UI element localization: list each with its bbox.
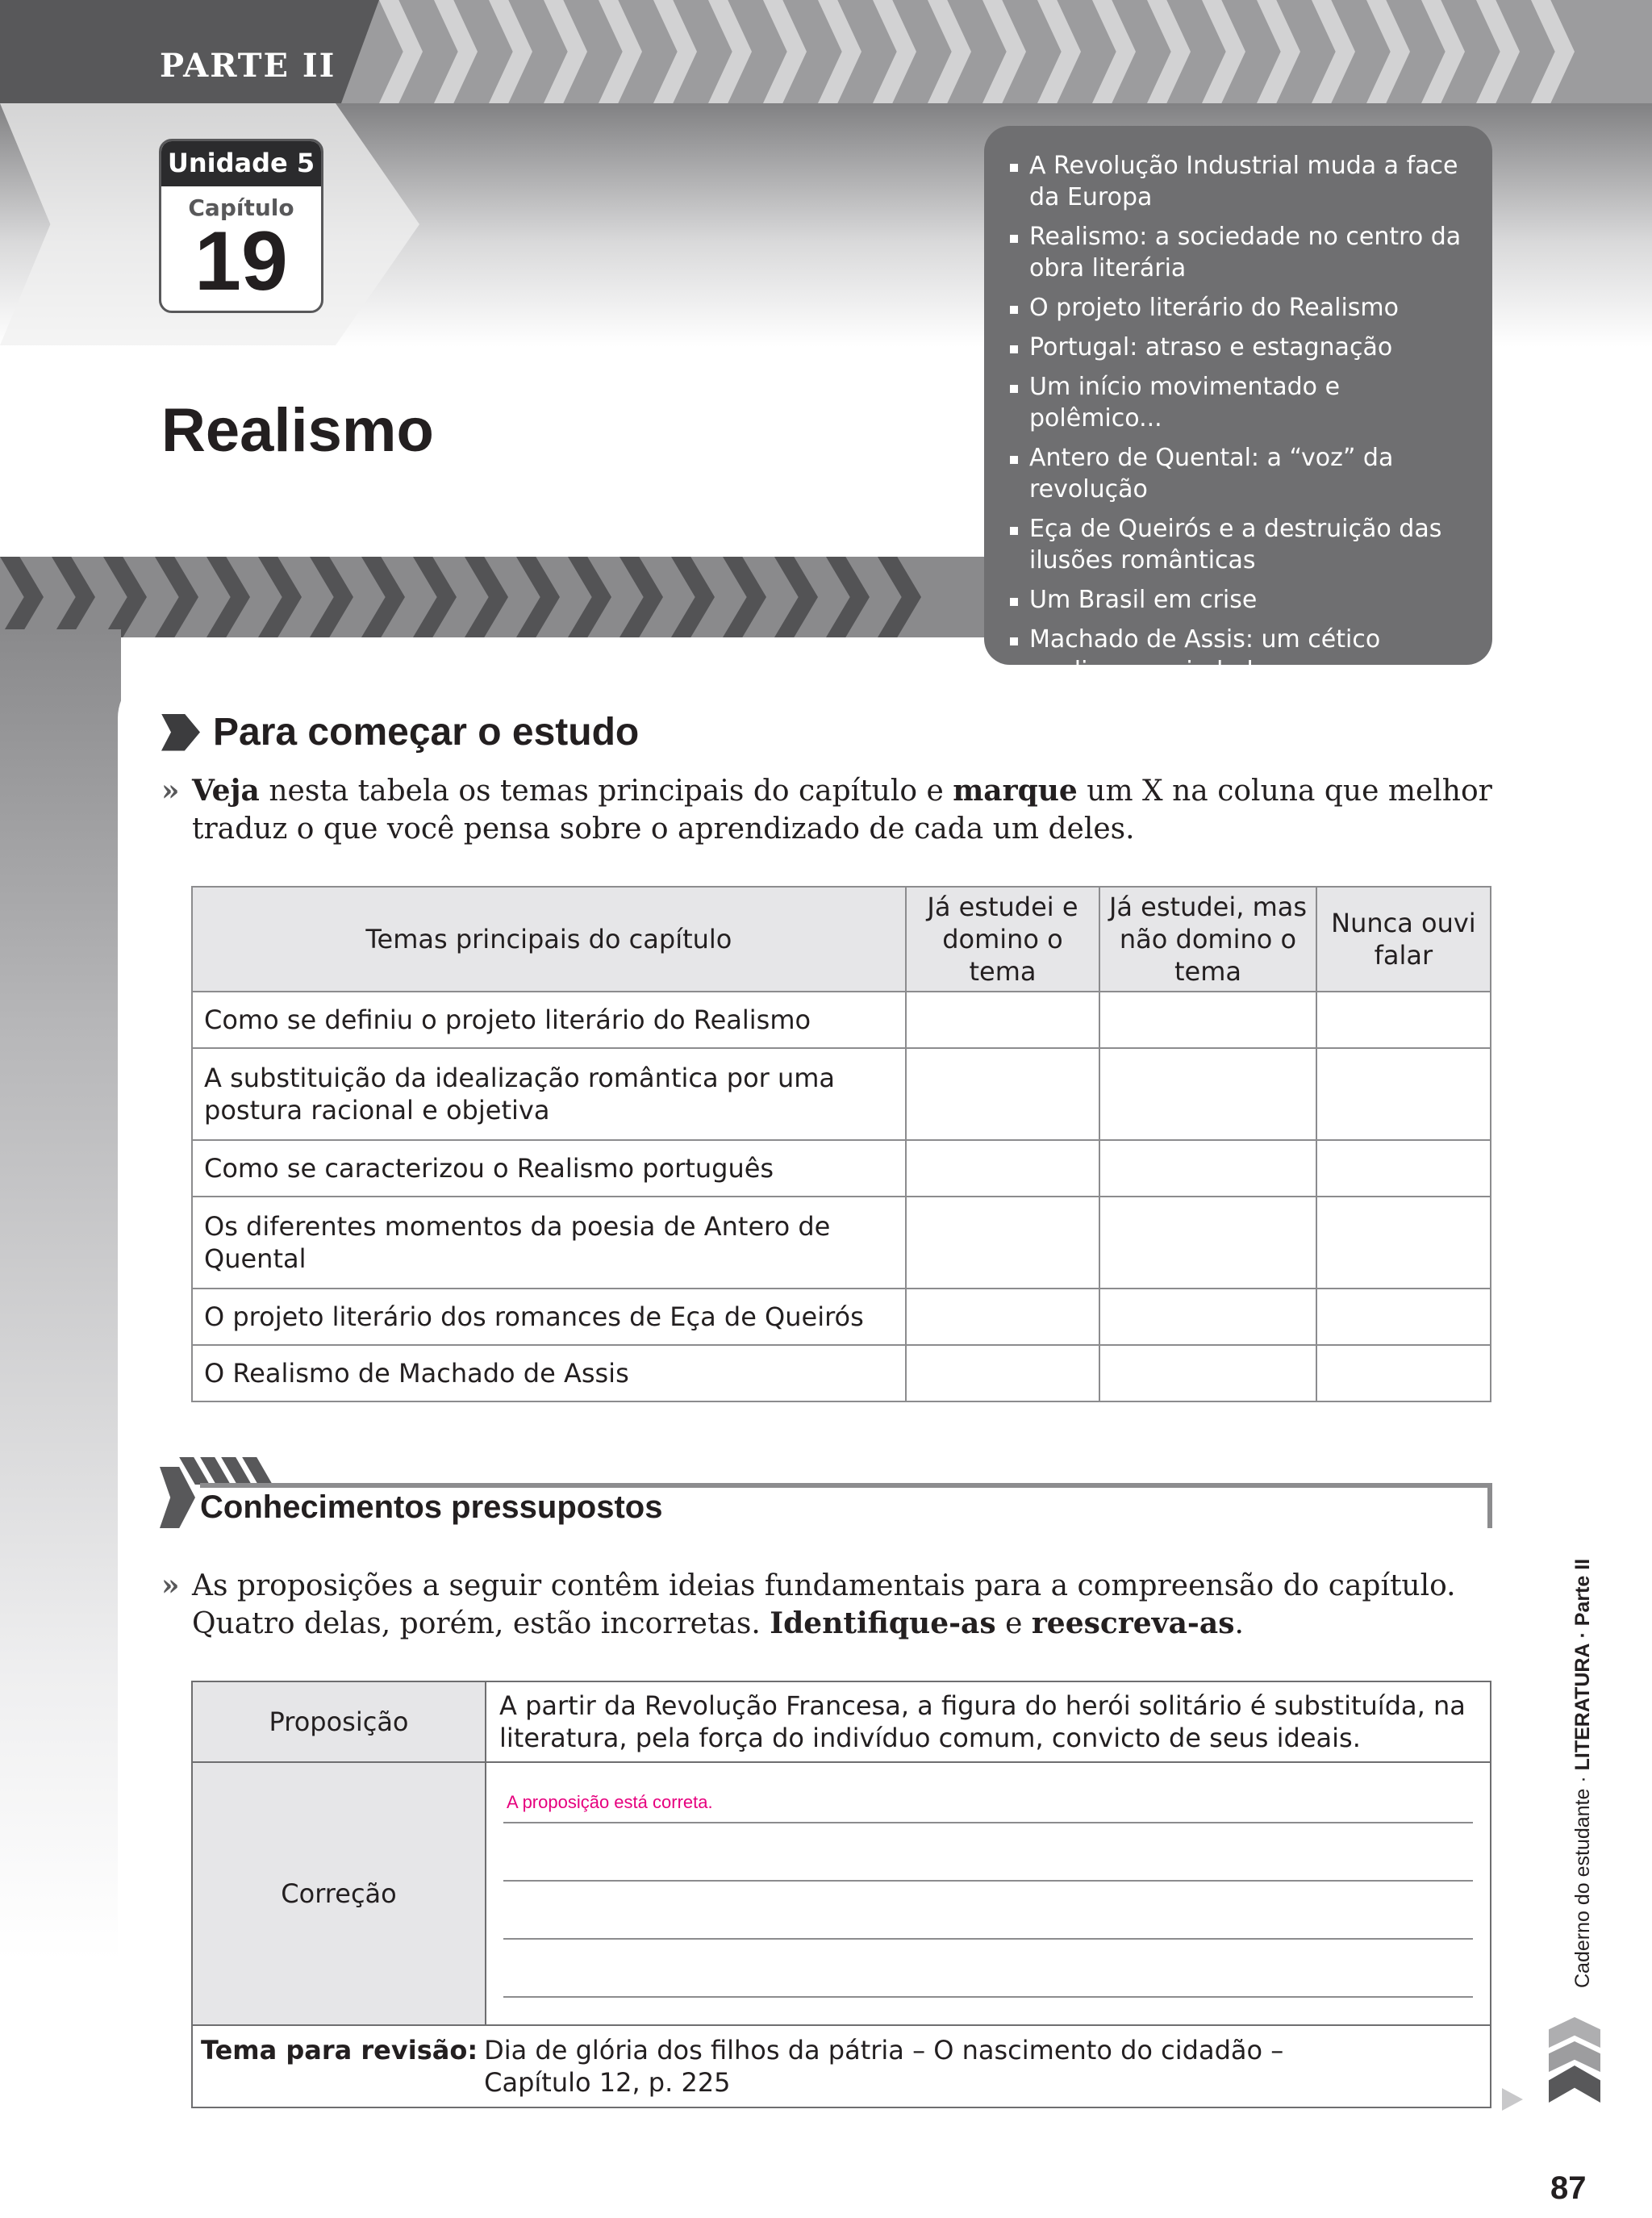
revision-line: Capítulo 12, p. 225 [484,2067,731,2098]
checkbox-cell[interactable] [1316,992,1491,1048]
column-header: Temas principais do capítulo [192,887,906,992]
section-title: Para começar o estudo [213,711,640,754]
checkbox-cell[interactable] [1099,1140,1316,1197]
checkbox-cell[interactable] [906,1140,1099,1197]
double-chevron-icon: » [161,774,180,808]
checkbox-cell[interactable] [906,1048,1099,1140]
checkbox-cell[interactable] [1099,1048,1316,1140]
table-row [192,1289,1491,1345]
table-row [192,1048,1491,1140]
proposition-text: A partir da Revolução Francesa, a figura do herói solitário é substituída, na literatura, pela força do indivíduo comum, convicto de seus ideais. [486,1681,1491,1762]
answer-line[interactable] [503,1882,1473,1940]
column-header: Já estudei e domino o tema [906,887,1099,992]
stripes-decoration [187,1457,265,1485]
unit-label: Unidade 5 [161,141,321,186]
checkbox-cell[interactable] [906,1289,1099,1345]
play-icon [1502,2088,1523,2111]
revision-label: Tema para revisão: [201,2035,478,2066]
checkbox-cell[interactable] [1099,1345,1316,1401]
chapter-title: Realismo [161,396,434,465]
revision-row [192,2025,1491,2107]
proposition-label: Proposição [192,1681,486,1762]
checkbox-cell[interactable] [1316,1197,1491,1289]
table-header-row [192,887,1491,992]
themes-table [191,886,1491,1402]
topic-item: O projeto literário do Realismo [1008,292,1471,324]
checkbox-cell[interactable] [906,1345,1099,1401]
band-chevrons [0,557,921,637]
proposition-table [191,1681,1491,2108]
theme-cell: O Realismo de Machado de Assis [192,1345,906,1401]
section-title: Conhecimentos pressupostos [200,1489,663,1525]
topic-item: Antero de Quental: a “voz” da revolução [1008,442,1471,505]
checkbox-cell[interactable] [1099,992,1316,1048]
section-arrow-icon [161,714,200,751]
topic-item: A Revolução Industrial muda a face da Europa [1008,150,1471,213]
answer-line[interactable] [503,1823,1473,1882]
topic-item: Machado de Assis: um cético analisa a sociedade [1008,624,1471,687]
topic-item: Um início movimentado e polêmico... [1008,371,1471,434]
revision-line: Dia de glória dos filhos da pátria – O nascimento do cidadão – [484,2035,1284,2066]
table-row [192,992,1491,1048]
page-number: 87 [1550,2170,1587,2206]
table-row [192,1345,1491,1401]
checkbox-cell[interactable] [1316,1140,1491,1197]
theme-cell: O projeto literário dos romances de Eça de Queirós [192,1289,906,1345]
theme-cell: Como se definiu o projeto literário do Realismo [192,992,906,1048]
table-row [192,1140,1491,1197]
column-header: Já estudei, mas não domino o tema [1099,887,1316,992]
checkbox-cell[interactable] [1099,1289,1316,1345]
header-chevrons [379,0,1575,103]
table-row [192,1197,1491,1289]
correction-lines[interactable] [486,1762,1491,2025]
chapter-label: Capítulo [188,194,294,221]
double-chevron-icon: » [161,1568,180,1602]
section-heading-prior-knowledge [160,1457,1492,1530]
unit-badge [159,139,323,313]
topic-item: Eça de Queirós e a destruição das ilusões românticas [1008,513,1471,576]
theme-cell: Os diferentes momentos da poesia de Antero de Quental [192,1197,906,1289]
checkbox-cell[interactable] [1316,1048,1491,1140]
proposition-row [192,1681,1491,1762]
chapter-number: 19 [194,215,288,308]
topic-item: Portugal: atraso e estagnação [1008,332,1471,363]
correction-label: Correção [192,1762,486,2025]
topics-box [984,126,1492,685]
checkbox-cell[interactable] [1099,1197,1316,1289]
revision-cell [192,2025,1491,2107]
instruction-study: » Veja nesta tabela os temas principais do capítulo e marque um X na coluna que melhor traduz o que você pensa sobre o aprendizado de cada um deles. [161,774,1492,846]
answer-line[interactable] [503,1940,1473,1998]
theme-cell: A substituição da idealização romântica por uma postura racional e objetiva [192,1048,906,1140]
part-label: PARTE II [160,47,336,85]
column-header: Nunca ouvi falar [1316,887,1491,992]
section-heading-study [161,710,639,754]
theme-cell: Como se caracterizou o Realismo português [192,1140,906,1197]
checkbox-cell[interactable] [1316,1345,1491,1401]
topic-item: Realismo: a sociedade no centro da obra literária [1008,221,1471,284]
checkbox-cell[interactable] [906,1197,1099,1289]
correction-row [192,1762,1491,2025]
side-caption: Caderno do estudante · LITERATURA · Parte II [1571,1558,1594,1988]
instruction-prior-knowledge: » As proposições a seguir contêm ideias fundamentais para a compreensão do capítulo. Quatro delas, porém, estão incorretas. Identifique-as e reescreva-as. [161,1568,1456,1640]
answer-text: A proposição está correta. [507,1792,713,1812]
left-strip [0,629,121,1961]
checkbox-cell[interactable] [1316,1289,1491,1345]
checkbox-cell[interactable] [906,992,1099,1048]
topic-item: Um Brasil em crise [1008,584,1471,616]
